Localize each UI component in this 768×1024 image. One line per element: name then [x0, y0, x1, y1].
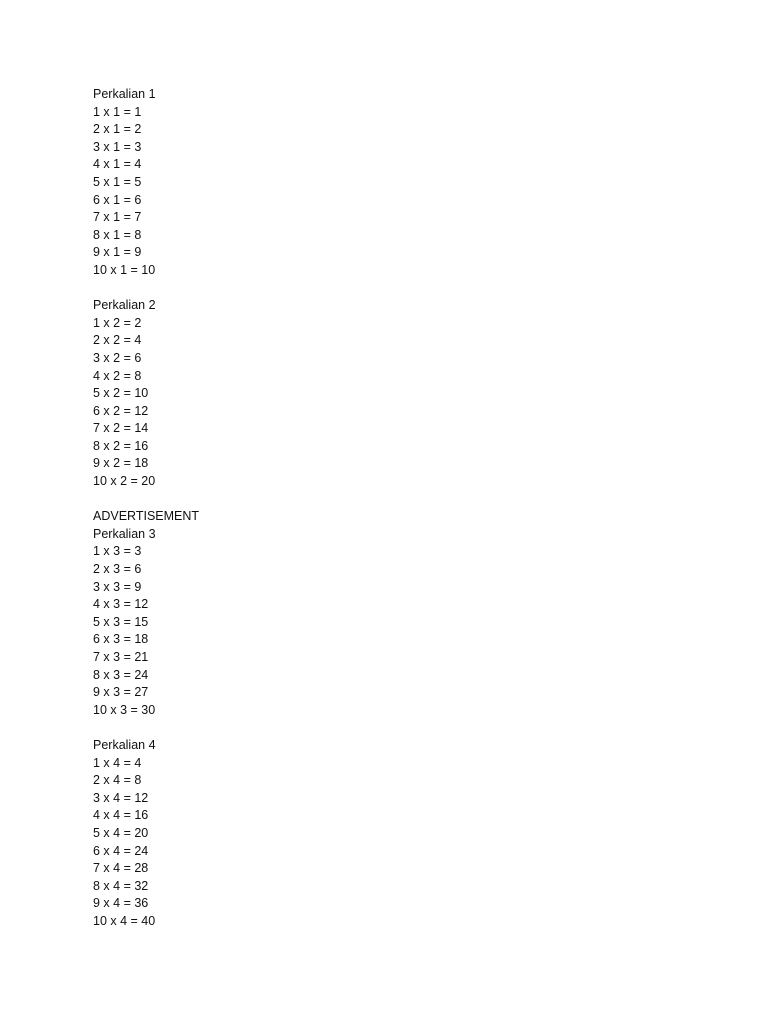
- document-body: [93, 86, 199, 931]
- multiplication-line: 5 x 4 = 20: [93, 825, 149, 840]
- multiplication-line: 3 x 3 = 9: [93, 579, 142, 594]
- multiplication-line: 1 x 3 = 3: [93, 544, 142, 559]
- section-title: Perkalian 4: [93, 737, 156, 752]
- multiplication-line: 4 x 3 = 12: [93, 597, 149, 612]
- multiplication-line: 1 x 2 = 2: [93, 315, 142, 330]
- multiplication-line: 10 x 3 = 30: [93, 702, 156, 717]
- multiplication-line: 2 x 3 = 6: [93, 562, 142, 577]
- multiplication-line: 7 x 4 = 28: [93, 861, 149, 876]
- blank-line: [93, 491, 199, 509]
- multiplication-line: 7 x 2 = 14: [93, 421, 149, 436]
- multiplication-line: 8 x 1 = 8: [93, 227, 142, 242]
- multiplication-line: 6 x 1 = 6: [93, 192, 142, 207]
- section-title: Perkalian 2: [93, 298, 156, 313]
- multiplication-section: [93, 86, 199, 280]
- multiplication-line: 6 x 2 = 12: [93, 403, 149, 418]
- multiplication-line: 9 x 4 = 36: [93, 896, 149, 911]
- multiplication-line: 6 x 4 = 24: [93, 843, 149, 858]
- multiplication-line: 3 x 1 = 3: [93, 139, 142, 154]
- multiplication-line: 5 x 3 = 15: [93, 614, 149, 629]
- multiplication-line: 10 x 2 = 20: [93, 474, 156, 489]
- multiplication-line: 1 x 4 = 4: [93, 755, 142, 770]
- multiplication-line: 8 x 3 = 24: [93, 667, 149, 682]
- multiplication-line: 2 x 1 = 2: [93, 122, 142, 137]
- multiplication-line: 3 x 2 = 6: [93, 350, 142, 365]
- multiplication-section: [93, 526, 199, 720]
- multiplication-line: 10 x 4 = 40: [93, 913, 156, 928]
- multiplication-line: 9 x 1 = 9: [93, 245, 142, 260]
- multiplication-line: 7 x 1 = 7: [93, 210, 142, 225]
- blank-line: [93, 719, 199, 737]
- multiplication-line: 2 x 2 = 4: [93, 333, 142, 348]
- section-title: Perkalian 1: [93, 87, 156, 101]
- multiplication-line: 4 x 2 = 8: [93, 368, 142, 383]
- multiplication-line: 6 x 3 = 18: [93, 632, 149, 647]
- multiplication-line: 3 x 4 = 12: [93, 790, 149, 805]
- multiplication-line: 1 x 1 = 1: [93, 104, 142, 119]
- advertisement-label: ADVERTISEMENT: [93, 509, 200, 524]
- multiplication-line: 10 x 1 = 10: [93, 262, 156, 277]
- blank-line: [93, 280, 199, 298]
- multiplication-line: 4 x 4 = 16: [93, 808, 149, 823]
- multiplication-line: 4 x 1 = 4: [93, 157, 142, 172]
- multiplication-section: [93, 297, 199, 491]
- multiplication-line: 5 x 1 = 5: [93, 174, 142, 189]
- multiplication-line: 5 x 2 = 10: [93, 386, 149, 401]
- multiplication-section: [93, 737, 199, 931]
- multiplication-line: 8 x 4 = 32: [93, 878, 149, 893]
- section-title: Perkalian 3: [93, 526, 156, 541]
- multiplication-line: 8 x 2 = 16: [93, 438, 149, 453]
- multiplication-line: 9 x 3 = 27: [93, 685, 149, 700]
- multiplication-line: 7 x 3 = 21: [93, 650, 149, 664]
- multiplication-line: 2 x 4 = 8: [93, 773, 142, 788]
- multiplication-line: 9 x 2 = 18: [93, 456, 149, 471]
